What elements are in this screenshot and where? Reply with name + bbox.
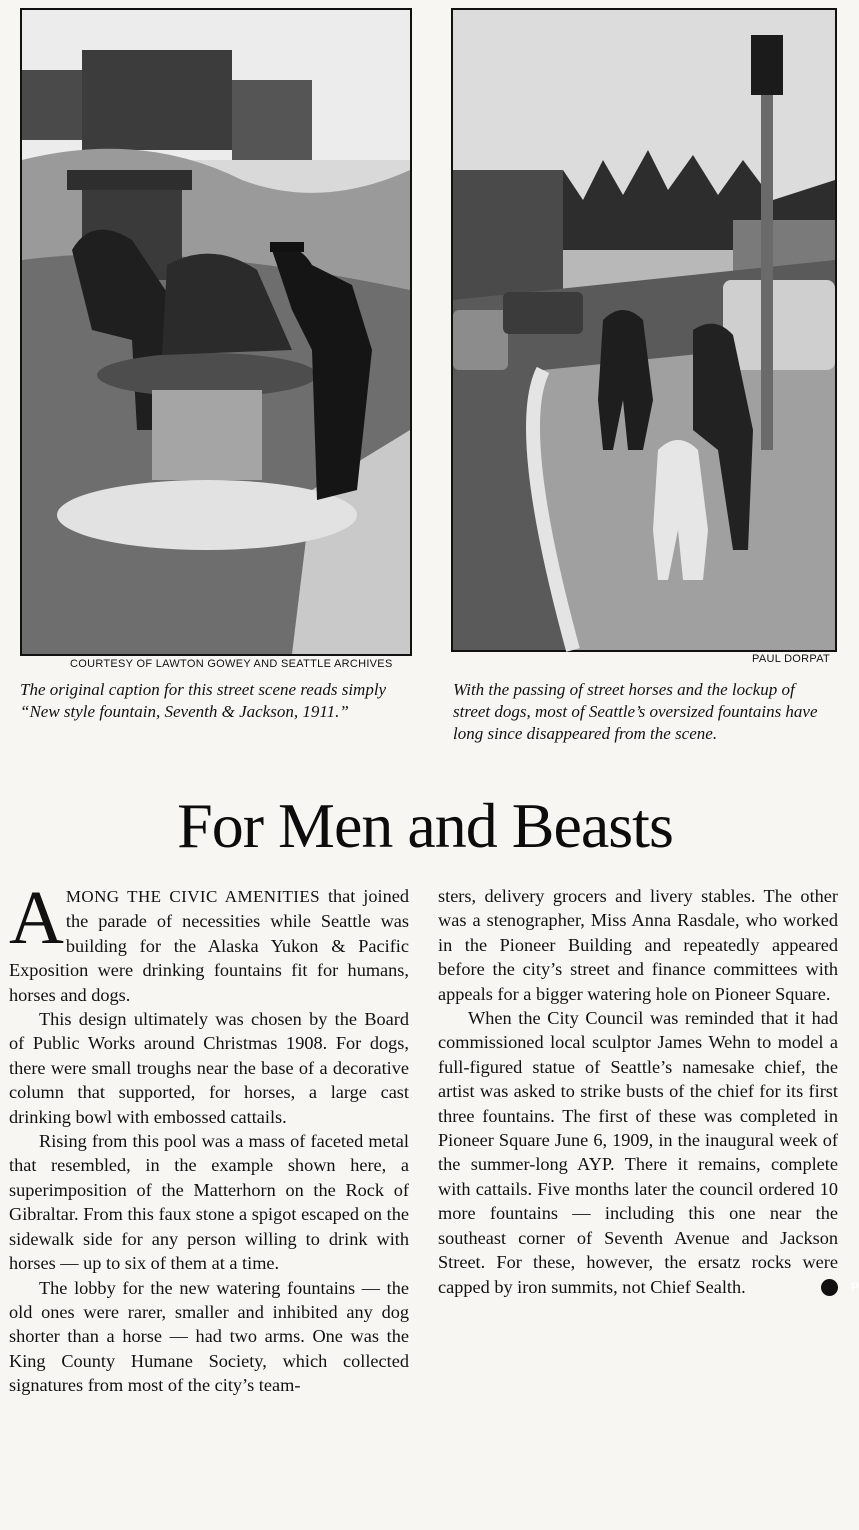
modern-street-illustration (453, 10, 835, 650)
photo-caption-left: The original caption for this street scene reads simply “New style fountain, Seventh & Jackson, 1911.” (20, 680, 387, 721)
paragraph-text: When the City Council was reminded that it had commissioned local sculptor James Wehn to model a full-figured statue of Seattle’s namesake chief, the artist was asked to strike busts of the chief for its first three fountains. The first of these was completed in Pioneer Square June 6, 1909, in the inaugural week of the summer-long AYP. There it remains, complete with cattails. Five months later the council ordered 10 more fountains — including this one near the southeast corner of Seventh Avenue and Jackson Street. For these, however, the ersatz rocks were capped by iron summits, not Chief Sealth. (438, 1008, 838, 1297)
modern-street-photo (451, 8, 837, 652)
end-mark-icon: P (821, 1279, 838, 1296)
article-paragraph (9, 876, 409, 1007)
historic-fountain-illustration (22, 10, 410, 654)
article-headline: For Men and Beasts (177, 790, 673, 861)
article-paragraph: sters, delivery grocers and livery stables. The other was a stenographer, Miss Anna Rasdale, who worked in the Pioneer Building and repeatedly appeared before the city’s street and finance committees with appeals for a bigger watering hole on Pioneer Square. (438, 886, 838, 1004)
paragraph-text: that joined the parade of necessities while Seattle was building for the Alaska Yukon & Pacific Exposition were drinking fountains fit for humans, horses and dogs. (9, 886, 409, 1005)
article-paragraph (438, 1006, 859, 1299)
photo-credit-right: PAUL DORPAT (752, 653, 831, 665)
historic-fountain-photo (20, 8, 412, 656)
drop-cap: A (9, 876, 64, 960)
article-column-right (438, 884, 859, 1299)
article-paragraph: This design ultimately was chosen by the Board of Public Works around Christmas 1908. For dogs, there were small troughs near the base of a decorative column that supported, for horses, a large cast drinking bowl with embossed cattails. (9, 1009, 409, 1127)
article-column-left (9, 876, 409, 1398)
article-paragraph: The lobby for the new watering fountains — the old ones were rarer, smaller and inhibited any dog shorter than a horse — had two arms. One was the King County Humane Society, which collected signatures from most of the city’s team- (9, 1277, 409, 1396)
photo-credit-left: COURTESY OF LAWTON GOWEY AND SEATTLE ARCHIVES (70, 658, 393, 670)
article-paragraph: Rising from this pool was a mass of faceted metal that resembled, in the example shown here, a superimposition of the Matterhorn on the Rock of Gibraltar. From this faux stone a spigot escaped on the sidewalk side for any person willing to drink with horses — up to six of them at a time. (9, 1131, 409, 1274)
photo-caption-right: With the passing of street horses and the lockup of street dogs, most of Seattle’s oversized fountains have long since disappeared from the scene. (453, 680, 818, 743)
lead-in-caps: MONG THE CIVIC AMENITIES (65, 887, 320, 906)
